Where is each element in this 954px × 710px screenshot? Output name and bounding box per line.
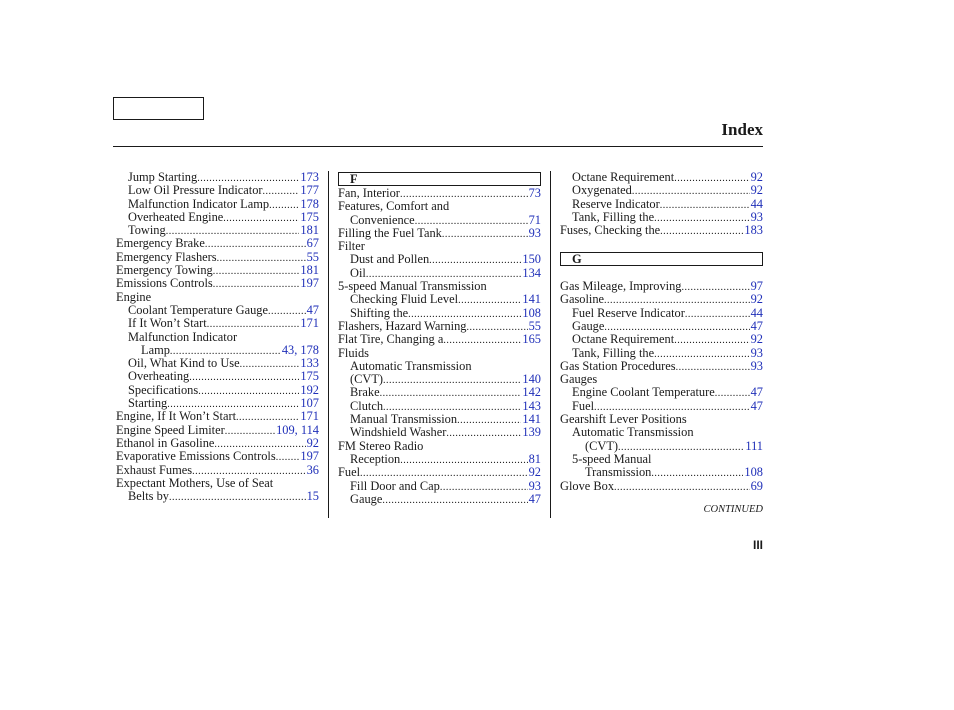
spacer (560, 237, 763, 250)
dot-leader (276, 451, 300, 464)
index-term: Emissions Controls (116, 276, 213, 291)
dot-leader (674, 172, 749, 185)
index-term: Windshield Washer (350, 425, 447, 440)
page-reference-link[interactable]: 171 (300, 316, 319, 331)
index-term: Ethanol in Gasoline (116, 435, 215, 450)
index-entry[interactable] (338, 307, 541, 320)
dot-leader (205, 238, 306, 251)
index-term: Manual Transmission (350, 412, 458, 427)
page-reference-link[interactable]: 92 (750, 183, 763, 198)
dot-leader (217, 252, 306, 265)
dot-leader (198, 385, 299, 398)
dot-leader (382, 494, 527, 507)
index-term: Engine Coolant Temperature (572, 385, 715, 400)
dot-leader (651, 467, 743, 480)
page-reference-link[interactable]: 134 (522, 265, 541, 280)
dot-leader (674, 334, 749, 347)
page-reference-link[interactable]: 47 (528, 491, 541, 506)
dot-leader (715, 387, 750, 400)
index-term: Tank, Filling the (572, 209, 655, 224)
index-entry[interactable] (116, 370, 319, 383)
index-term: Gauges (560, 372, 598, 387)
index-entry[interactable] (116, 277, 319, 290)
page-reference-link[interactable]: 165 (522, 332, 541, 347)
index-term: Brake (350, 385, 380, 400)
page-reference-link[interactable]: 97 (750, 279, 763, 294)
index-term: Octane Requirement (572, 332, 675, 347)
page-reference-link[interactable]: 93 (528, 225, 541, 240)
index-term: Emergency Towing (116, 263, 213, 278)
page-reference-link[interactable]: 93 (750, 358, 763, 373)
index-term: Expectant Mothers, Use of Seat (116, 475, 274, 490)
index-entry[interactable] (560, 224, 763, 237)
index-entry (560, 426, 763, 439)
page-reference-link[interactable]: 141 (522, 412, 541, 427)
dot-leader (169, 491, 306, 504)
index-entry[interactable] (116, 424, 319, 437)
index-term: Jump Starting (128, 170, 198, 184)
page-reference-link[interactable]: 92 (750, 170, 763, 184)
page-reference-link[interactable]: 71 (528, 212, 541, 227)
index-entry[interactable] (116, 251, 319, 264)
index-term: Filling the Fuel Tank (338, 225, 442, 240)
page-reference-link[interactable]: 93 (750, 345, 763, 360)
index-entry (116, 477, 319, 490)
index-term: Octane Requirement (572, 170, 675, 184)
index-column-1 (116, 171, 319, 503)
section-letter-header: F (338, 172, 541, 186)
index-entry[interactable] (338, 293, 541, 306)
index-entry[interactable] (560, 386, 763, 399)
index-term: Automatic Transmission (572, 425, 694, 440)
dot-leader (676, 361, 750, 374)
index-term: Fuses, Checking the (560, 223, 661, 238)
index-entry[interactable] (116, 450, 319, 463)
index-entry[interactable] (560, 400, 763, 413)
page-reference-link[interactable]: 141 (522, 292, 541, 307)
page-reference-link[interactable]: 43, 178 (281, 342, 319, 357)
index-term: (CVT) (350, 372, 384, 387)
page-reference-link[interactable]: 175 (300, 369, 319, 384)
index-term: Starting (128, 396, 168, 411)
index-entry (116, 291, 319, 304)
index-entry (560, 413, 763, 426)
dot-leader (189, 371, 299, 384)
page-reference-link[interactable]: 55 (306, 249, 319, 264)
index-term: Engine Speed Limiter (116, 422, 225, 437)
index-entry (560, 373, 763, 386)
index-term: 5-speed Manual Transmission (338, 279, 487, 294)
page-reference-link[interactable]: 143 (522, 398, 541, 413)
dot-leader (458, 294, 521, 307)
page-reference-link[interactable]: 69 (750, 478, 763, 493)
index-term: Specifications (128, 382, 199, 397)
index-entry[interactable] (560, 184, 763, 197)
index-term: Fan, Interior (338, 186, 400, 200)
dot-leader (467, 321, 528, 334)
page-reference-link[interactable]: 73 (528, 186, 541, 200)
index-term: Evaporative Emissions Controls (116, 449, 276, 464)
dot-leader (442, 228, 528, 241)
dot-leader (223, 212, 299, 225)
dot-leader (614, 481, 750, 494)
index-term: Belts by (128, 489, 169, 504)
index-term: Malfunction Indicator Lamp (128, 196, 270, 211)
index-term: Emergency Brake (116, 236, 205, 251)
index-entry[interactable] (338, 187, 541, 200)
page-reference-link[interactable]: 15 (306, 489, 319, 504)
index-term: Features, Comfort and (338, 199, 450, 214)
index-entry[interactable] (560, 307, 763, 320)
page-reference-link[interactable]: 177 (300, 183, 319, 198)
index-entry[interactable] (560, 293, 763, 306)
index-term: Transmission (585, 465, 652, 480)
page-reference-link[interactable]: 55 (528, 318, 541, 333)
index-term: Overheating (128, 369, 190, 384)
index-entry[interactable] (116, 490, 319, 503)
column-divider (328, 171, 329, 518)
page-reference-link[interactable]: 92 (306, 435, 319, 450)
index-term: Oxygenated (572, 183, 632, 198)
index-term: Flashers, Hazard Warning (338, 318, 467, 333)
section-letter-header: G (560, 252, 763, 266)
page-reference-link[interactable]: 92 (750, 332, 763, 347)
page-reference-link[interactable]: 81 (528, 451, 541, 466)
dot-leader (429, 254, 521, 267)
index-entry (560, 453, 763, 466)
index-entry[interactable] (560, 480, 763, 493)
index-entry[interactable] (116, 464, 319, 477)
dot-leader (446, 427, 521, 440)
index-term: Towing (128, 223, 166, 238)
page-reference-link[interactable]: 93 (528, 478, 541, 493)
index-term: Filter (338, 239, 365, 254)
index-term: Low Oil Pressure Indicator (128, 183, 263, 198)
column-divider (550, 171, 551, 518)
page-reference-link[interactable]: 47 (750, 318, 763, 333)
page-reference-link[interactable]: 47 (750, 385, 763, 400)
index-term: Reserve Indicator (572, 196, 660, 211)
dot-leader (681, 281, 749, 294)
index-entry[interactable] (338, 253, 541, 266)
page-reference-link[interactable]: 92 (750, 292, 763, 307)
index-term: Fuel (338, 465, 361, 480)
index-entry[interactable] (338, 333, 541, 346)
index-entry[interactable] (338, 466, 541, 479)
page-reference-link[interactable]: 47 (750, 398, 763, 413)
page-reference-link[interactable]: 178 (300, 196, 319, 211)
index-entry[interactable] (116, 357, 319, 370)
dot-leader (225, 425, 275, 438)
continued-label: CONTINUED (703, 504, 763, 515)
page-reference-link[interactable]: 109, 114 (276, 422, 319, 437)
dot-leader (383, 374, 521, 387)
index-entry (338, 240, 541, 253)
dot-leader (443, 334, 521, 347)
index-entry[interactable] (338, 413, 541, 426)
dot-leader (660, 225, 743, 238)
index-term: Gearshift Lever Positions (560, 412, 687, 427)
index-term: (CVT) (585, 438, 619, 453)
index-term: Flat Tire, Changing a (338, 332, 444, 347)
index-entry (338, 280, 541, 293)
index-entry[interactable] (116, 224, 319, 237)
index-term: Fuel (572, 398, 595, 413)
index-entry[interactable] (116, 410, 319, 423)
index-entry[interactable] (560, 320, 763, 333)
index-entry[interactable] (116, 397, 319, 410)
index-term: Fuel Reserve Indicator (572, 305, 685, 320)
dot-leader (269, 199, 299, 212)
index-term: Fill Door and Cap (350, 478, 440, 493)
page-number: III (752, 538, 763, 552)
index-entry[interactable] (116, 171, 319, 184)
page-reference-link[interactable]: 197 (300, 449, 319, 464)
index-entry (338, 200, 541, 213)
page-reference-link[interactable]: 92 (528, 465, 541, 480)
index-entry[interactable] (116, 211, 319, 224)
page-reference-link[interactable]: 111 (745, 438, 763, 453)
index-term: Exhaust Fumes (116, 462, 193, 477)
index-entry[interactable] (338, 320, 541, 333)
index-entry[interactable] (116, 264, 319, 277)
dot-leader (660, 199, 750, 212)
page-reference-link[interactable]: 44 (750, 305, 763, 320)
index-term: Gauge (350, 491, 383, 506)
dot-leader (400, 454, 527, 467)
index-term: Gauge (572, 318, 605, 333)
header-rule (113, 146, 763, 147)
index-entry[interactable] (116, 344, 319, 357)
index-column-2 (338, 171, 541, 506)
index-entry[interactable] (560, 333, 763, 346)
index-term: Oil (350, 265, 366, 280)
index-entry[interactable] (338, 426, 541, 439)
page-reference-link[interactable]: 108 (744, 465, 763, 480)
index-term: Gasoline (560, 292, 605, 307)
index-column-3 (560, 171, 763, 493)
index-entry[interactable] (560, 211, 763, 224)
index-term: Coolant Temperature Gauge (128, 302, 268, 317)
index-term: Glove Box (560, 478, 615, 493)
index-term: Dust and Pollen (350, 252, 430, 267)
index-term: Gas Mileage, Improving (560, 279, 682, 294)
dot-leader (213, 278, 300, 291)
dot-leader (654, 212, 750, 225)
page-reference-link[interactable]: 175 (300, 209, 319, 224)
index-entry[interactable] (560, 171, 763, 184)
index-entry[interactable] (338, 480, 541, 493)
spacer (560, 267, 763, 280)
index-entry[interactable] (560, 360, 763, 373)
index-term: Oil, What Kind to Use (128, 356, 240, 371)
page-reference-link[interactable]: 181 (300, 263, 319, 278)
index-entry[interactable] (116, 184, 319, 197)
page-reference-link[interactable]: 173 (300, 170, 319, 184)
index-term: If It Won’t Start (128, 316, 207, 331)
index-entry[interactable] (560, 466, 763, 479)
index-entry[interactable] (338, 493, 541, 506)
index-term: Reception (350, 451, 401, 466)
page-reference-link[interactable]: 44 (750, 196, 763, 211)
index-term: 5-speed Manual (572, 451, 652, 466)
page-reference-link[interactable]: 142 (522, 385, 541, 400)
index-entry[interactable] (338, 267, 541, 280)
index-entry (116, 331, 319, 344)
dot-leader (685, 308, 750, 321)
index-entry[interactable] (116, 437, 319, 450)
page-reference-link[interactable]: 140 (522, 372, 541, 387)
page-reference-link[interactable]: 150 (522, 252, 541, 267)
index-term: Checking Fluid Level (350, 292, 459, 307)
page-reference-link[interactable]: 47 (306, 302, 319, 317)
dot-leader (440, 481, 528, 494)
page-reference-link[interactable]: 171 (300, 409, 319, 424)
index-term: Fluids (338, 345, 369, 360)
index-entry (338, 360, 541, 373)
page-reference-link[interactable]: 67 (306, 236, 319, 251)
page-reference-link[interactable]: 133 (300, 356, 319, 371)
page-reference-link[interactable]: 93 (750, 209, 763, 224)
dot-leader (213, 265, 300, 278)
index-entry[interactable] (338, 386, 541, 399)
index-term: Tank, Filling the (572, 345, 655, 360)
index-entry[interactable] (560, 347, 763, 360)
index-entry[interactable] (338, 373, 541, 386)
page-reference-link[interactable]: 192 (300, 382, 319, 397)
index-term: Automatic Transmission (350, 358, 472, 373)
page-reference-link[interactable]: 36 (306, 462, 319, 477)
index-term: Clutch (350, 398, 384, 413)
dot-leader (380, 387, 522, 400)
section-tab-box (113, 97, 204, 120)
index-term: FM Stereo Radio (338, 438, 424, 453)
index-term: Lamp (141, 342, 170, 357)
index-term: Engine, If It Won’t Start (116, 409, 237, 424)
index-term: Shifting the (350, 305, 409, 320)
dot-leader (240, 358, 300, 371)
index-entry[interactable] (338, 214, 541, 227)
index-term: Malfunction Indicator (128, 329, 238, 344)
index-term: Emergency Flashers (116, 249, 217, 264)
page-title: Index (721, 120, 763, 139)
index-entry[interactable] (116, 304, 319, 317)
index-entry[interactable] (560, 440, 763, 453)
page-reference-link[interactable]: 139 (522, 425, 541, 440)
page-reference-link[interactable]: 107 (300, 396, 319, 411)
index-entry (338, 440, 541, 453)
page-reference-link[interactable]: 181 (300, 223, 319, 238)
index-entry[interactable] (116, 384, 319, 397)
index-term: Engine (116, 289, 152, 304)
dot-leader (457, 414, 521, 427)
page-reference-link[interactable]: 108 (522, 305, 541, 320)
index-entry[interactable] (116, 237, 319, 250)
index-entry (338, 347, 541, 360)
page-reference-link[interactable]: 197 (300, 276, 319, 291)
page-reference-link[interactable]: 183 (744, 223, 763, 238)
index-entry[interactable] (338, 453, 541, 466)
index-entry[interactable] (338, 400, 541, 413)
index-term: Overheated Engine (128, 209, 224, 224)
index-term: Gas Station Procedures (560, 358, 676, 373)
index-entry[interactable] (560, 198, 763, 211)
index-term: Convenience (350, 212, 415, 227)
index-entry[interactable] (338, 227, 541, 240)
index-entry[interactable] (560, 280, 763, 293)
index-entry[interactable] (116, 198, 319, 211)
index-entry[interactable] (116, 317, 319, 330)
